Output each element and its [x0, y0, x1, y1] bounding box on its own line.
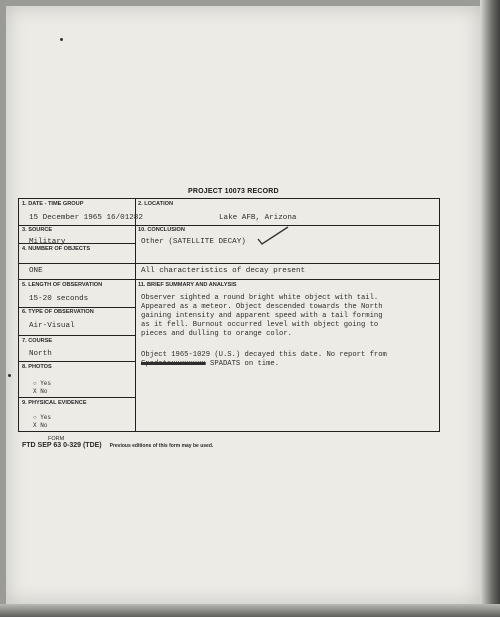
type-of-observation-label: 6. TYPE OF OBSERVATION [22, 309, 94, 315]
date-time-label: 1. DATE - TIME GROUP [22, 201, 84, 207]
form-label: FORM [48, 436, 65, 442]
source-label: 3. SOURCE [22, 227, 53, 233]
summary-line: as it fell. Burnout occurred level with object going to [141, 321, 379, 329]
row-divider [19, 279, 440, 280]
type-of-observation-value: Air-Visual [29, 322, 75, 330]
row-divider [19, 335, 135, 336]
photos-label: 8. PHOTOS [22, 364, 52, 370]
length-of-observation-label: 5. LENGTH OF OBSERVATION [22, 282, 103, 288]
decay-report-line: Spadatsxxxxxxxx SPADATS on time. [141, 360, 280, 368]
summary-line: Observer sighted a round bright white object with tail. [141, 294, 379, 302]
conclusion-value: Other (SATELLITE DECAY) [141, 238, 246, 246]
physical-evidence-yes-option: ○ Yes [33, 414, 52, 421]
checked-mark: X [33, 388, 37, 395]
summary-line: pieces and dulling to orange color. [141, 330, 292, 338]
row-divider [19, 225, 440, 226]
scan-edge-bottom [0, 604, 500, 617]
row-divider [19, 263, 440, 264]
row-divider [19, 307, 135, 308]
dust-speck [8, 374, 11, 377]
physical-evidence-label: 9. PHYSICAL EVIDENCE [22, 400, 87, 406]
handwritten-check-mark [256, 225, 290, 245]
date-time-value: 15 December 1965 16/01282 [29, 214, 143, 222]
photos-yes-option: ○ Yes [33, 380, 52, 387]
dust-speck [60, 38, 63, 41]
brief-summary-label: 11. BRIEF SUMMARY AND ANALYSIS [138, 282, 237, 288]
decay-report-line: Object 1965-1029 (U.S.) decayed this date. No report from [141, 351, 387, 359]
record-title: PROJECT 10073 RECORD [188, 188, 279, 195]
location-label: 2. LOCATION [138, 201, 174, 207]
number-of-objects-label: 4. NUMBER OF OBJECTS [22, 246, 91, 252]
location-value: Lake AFB, Arizona [219, 214, 297, 222]
summary-line: gaining intensity and apparent speed with a tail forming [141, 312, 383, 320]
physical-evidence-no-option: X No [33, 422, 48, 429]
scan-edge-right [480, 0, 500, 617]
row-divider [19, 361, 135, 362]
column-divider [135, 199, 136, 432]
decay-characteristics-note: All characteristics of decay present [141, 267, 306, 275]
source-value: Military [29, 238, 66, 246]
length-of-observation-value: 15-20 seconds [29, 295, 89, 303]
form-footer [22, 442, 213, 449]
summary-line: Appeared as a meteor. Object descended towards the North [141, 303, 383, 311]
previous-editions-note: Previous editions of this form may be used. [109, 443, 214, 449]
row-divider [19, 397, 135, 398]
course-label: 7. COURSE [22, 338, 53, 344]
conclusion-label: 10. CONCLUSION [138, 227, 185, 233]
number-of-objects-value: ONE [29, 267, 43, 275]
course-value: North [29, 350, 52, 358]
record-form [18, 198, 440, 432]
form-id: FTD SEP 63 0-329 (TDE) [22, 442, 102, 449]
photos-no-option: X No [33, 388, 48, 395]
struck-text: Spadatsxxxxxxxx [141, 360, 206, 368]
checked-mark: X [33, 422, 37, 429]
